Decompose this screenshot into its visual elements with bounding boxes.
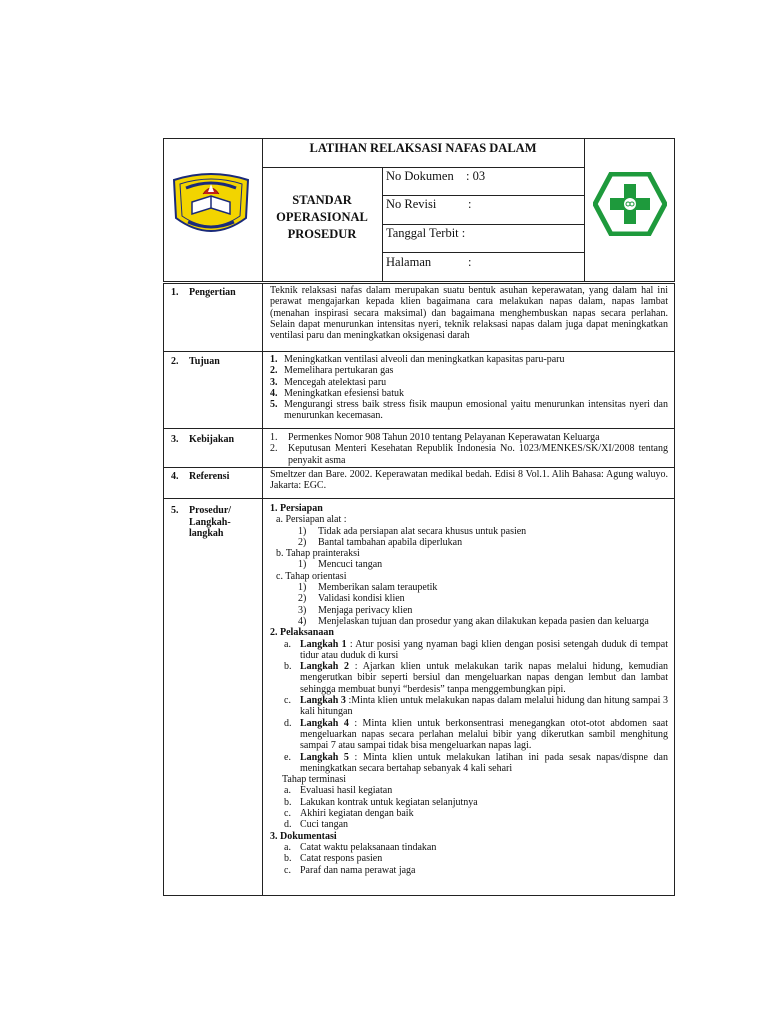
prainteraksi-title: b. Tahap prainteraksi <box>276 548 360 560</box>
body-column-divider <box>262 283 263 896</box>
sop-line-1: STANDAR <box>292 193 352 207</box>
field-divider-1 <box>382 195 585 196</box>
list-item: 4. Meningkatkan efesiensi batuk <box>270 387 404 399</box>
step-item: a. Langkah 1 : Atur posisi yang nyaman bagi klien dengan posisi setengah duduk di tempat tidur atau duduk di kursi <box>284 638 668 661</box>
list-item: 2) Bantal tambahan apabila diperlukan <box>298 536 463 548</box>
college-crest-logo <box>170 172 252 242</box>
sop-line-3: PROSEDUR <box>287 227 357 241</box>
list-item: a. Catat waktu pelaksanaan tindakan <box>284 841 437 853</box>
field-label: No Revisi <box>386 197 437 211</box>
step-item: e. Langkah 5 : Minta klien untuk melakukan latihan ini pada sesak napas/dispne dan meningkatkan secara bertahap sebanyak 4 kali sehari <box>284 751 668 774</box>
list-item: 1) Mencuci tangan <box>298 559 383 571</box>
section-2-label: Tujuan <box>189 356 220 367</box>
section-5-number: 5. <box>171 505 179 516</box>
document-title: LATIHAN RELAKSASI NAFAS DALAM <box>309 141 537 155</box>
section-3-label: Kebijakan <box>189 434 235 445</box>
section-3-list <box>270 432 668 466</box>
section-5-procedure <box>270 503 668 876</box>
sop-line-2: OPERASIONAL <box>276 210 368 224</box>
step-item: d. Langkah 4 : Minta klien untuk berkonsentrasi menegangkan otot-otot abdomen saat mengeluarkan napas secara perlahan melalui bibir yang dikerutkan sambil menghitung sampai 7 atau sampai tidak bisa mengeluarkan napas lagi. <box>284 717 669 752</box>
persiapan-heading: 1. Persiapan <box>270 503 323 514</box>
row-divider-4 <box>163 498 675 499</box>
field-no-revisi <box>382 197 584 211</box>
list-item: 4) Menjelaskan tujuan dan prosedur yang akan dilakukan kepada pasien dan keluarga <box>298 615 649 627</box>
field-divider-2 <box>382 224 585 225</box>
list-item: d. Cuci tangan <box>284 819 349 831</box>
section-2-list <box>270 354 668 422</box>
step-item: c. Langkah 3 :Minta klien untuk melakukan napas dalam melalui hidung dan hitung sampai 3 kali hitungan <box>284 695 669 718</box>
list-item: 5. Mengurangi stress baik stress fisik maupun emosional yaitu menurunkan intensitas nyeri dan menurunkan kecemasan. <box>270 399 668 422</box>
list-item: c. Paraf dan nama perawat jaga <box>284 864 416 876</box>
list-item: 1) Memberikan salam teraupetik <box>298 582 438 594</box>
list-item: 1. Permenkes Nomor 908 Tahun 2010 tentang Pelayanan Keperawatan Keluarga <box>270 432 600 443</box>
dokumentasi-heading: 3. Dokumentasi <box>270 830 337 842</box>
list-item: 1) Tidak ada persiapan alat secara khusus untuk pasien <box>298 525 527 537</box>
list-item: 2) Validasi kondisi klien <box>298 593 405 605</box>
health-cross-logo <box>593 172 667 236</box>
field-label: Tanggal Terbit : <box>386 226 466 240</box>
section-3-number: 3. <box>171 434 179 445</box>
list-item: 3. Mencegah atelektasi paru <box>270 376 387 388</box>
field-value: : 03 <box>466 169 486 183</box>
field-value: : <box>468 197 472 211</box>
list-item: c. Akhiri kegiatan dengan baik <box>284 808 414 820</box>
section-5-label: Prosedur/ Langkah- langkah <box>189 505 232 539</box>
field-no-dokumen <box>382 169 584 183</box>
step-item: b. Langkah 2 : Ajarkan klien untuk melakukan tarik napas melalui hidung, kemudian mengerutkan bibir seperti bersiul dan mengeluarkan napas dengan lembut dan lambat sehingga membuat bunyi “berdesis” tanpa menggembungkan pipi. <box>284 661 669 695</box>
section-1-label: Pengertian <box>189 287 236 298</box>
list-item: a. Evaluasi hasil kegiatan <box>284 785 393 797</box>
field-label: Halaman <box>386 255 432 269</box>
row-divider-1 <box>163 351 675 352</box>
row-divider-3 <box>163 467 675 468</box>
section-2-number: 2. <box>171 356 179 367</box>
list-item: 2. Memelihara pertukaran gas <box>270 365 394 377</box>
list-item: 3) Menjaga perivacy klien <box>298 604 413 616</box>
list-item: 2. Keputusan Menteri Kesehatan Republik Indonesia No. 1023/MENKES/SK/XI/2008 tentang penyakit asma <box>270 443 668 466</box>
orientasi-title: c. Tahap orientasi <box>276 570 347 582</box>
field-tanggal-terbit <box>382 226 584 240</box>
list-item: 1. Meningkatkan ventilasi alveoli dan meningkatkan kapasitas paru-paru <box>270 354 565 365</box>
list-item: b. Lakukan kontrak untuk kegiatan selanjutnya <box>284 796 478 808</box>
field-label: No Dokumen <box>386 169 454 183</box>
field-value: : <box>468 255 472 269</box>
field-halaman <box>382 255 584 269</box>
section-4-label: Referensi <box>189 471 230 482</box>
pelaksanaan-heading: 2. Pelaksanaan <box>270 627 334 639</box>
field-divider-3 <box>382 252 585 253</box>
terminasi-title: Tahap terminasi <box>282 774 346 786</box>
section-4-text: Smeltzer dan Bare. 2002. Keperawatan medikal bedah. Edisi 8 Vol.1. Alih Bahasa: Agung waluyo. Jakarta: EGC. <box>270 469 668 492</box>
persiapan-alat-title: a. Persiapan alat : <box>276 514 347 526</box>
sop-label <box>262 192 382 243</box>
list-item: b. Catat respons pasien <box>284 853 383 865</box>
row-divider-2 <box>163 428 675 429</box>
section-1-text: Teknik relaksasi nafas dalam merupakan suatu bentuk asuhan keperawatan, yang dalam hal ini perawat mengajarkan kepada klien bagaimana cara melakukan napas dalam, napas lambat (menahan inspirasi secara maksimal) dan bagaimana menghembuskan napas secara perlahan. Selain dapat menurunkan intensitas nyeri, teknik relaksasi napas dalam juga dapat meningkatkan ventilasi paru dan meningkatkan oksigenasi darah <box>270 285 668 342</box>
section-1-number: 1. <box>171 287 179 298</box>
section-4-number: 4. <box>171 471 179 482</box>
